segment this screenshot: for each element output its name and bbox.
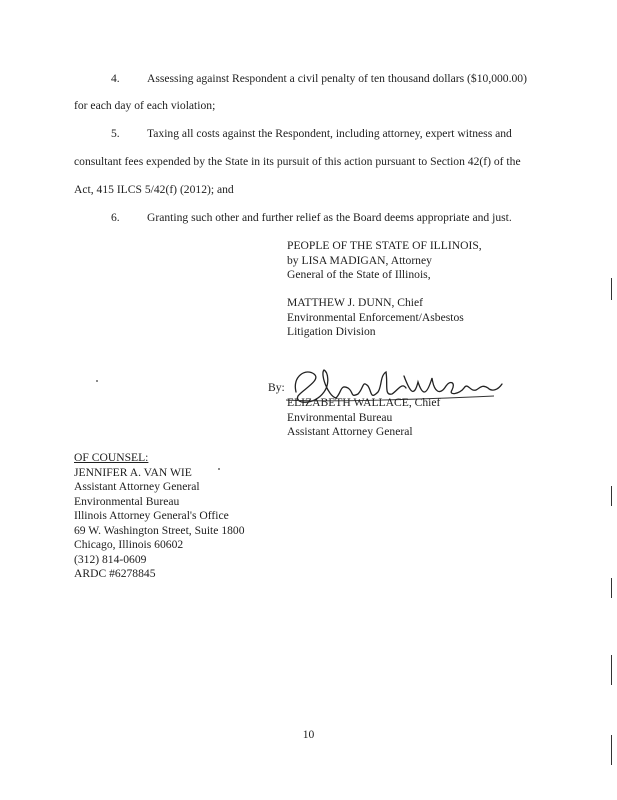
counsel-line: Environmental Bureau (74, 494, 180, 508)
counsel-heading: OF COUNSEL: (74, 451, 149, 464)
scan-dot (96, 380, 98, 382)
item-4-continuation: for each day of each violation; (74, 99, 216, 112)
party-block (287, 239, 482, 283)
chief-name: MATTHEW J. DUNN, Chief (287, 296, 423, 309)
signer-line2: Environmental Bureau (287, 410, 393, 424)
party-general-line: General of the State of Illinois, (287, 268, 431, 281)
counsel-line: Chicago, Illinois 60602 (74, 538, 184, 551)
scan-mark (611, 735, 612, 765)
party-name: PEOPLE OF THE STATE OF ILLINOIS, (287, 239, 482, 252)
counsel-line: JENNIFER A. VAN WIE (74, 465, 192, 479)
signer-name: ELIZABETH WALLACE, Chief (287, 396, 441, 409)
item-5-continuation-1: consultant fees expended by the State in its pursuit of this action pursuant to Section 42(f) of the (74, 155, 521, 168)
item-5-number: 5. (111, 127, 120, 140)
chief-line3: Litigation Division (287, 325, 376, 338)
signer-block (287, 396, 440, 440)
signer-line3: Assistant Attorney General (287, 425, 413, 438)
page-number: 10 (302, 728, 315, 741)
counsel-line: Illinois Attorney General's Office (74, 509, 229, 522)
chief-block (287, 296, 464, 340)
counsel-line: ARDC #6278845 (74, 567, 156, 580)
counsel-line: Assistant Attorney General (74, 480, 200, 493)
counsel-block (74, 451, 245, 582)
item-5-continuation-2: Act, 415 ILCS 5/42(f) (2012); and (74, 183, 234, 196)
scan-dot (218, 468, 220, 470)
scan-mark (611, 278, 612, 300)
party-by-line: by LISA MADIGAN, Attorney (287, 253, 432, 267)
scan-mark (611, 486, 612, 506)
chief-line2: Environmental Enforcement/Asbestos (287, 310, 464, 324)
scan-mark (611, 655, 612, 685)
counsel-line: 69 W. Washington Street, Suite 1800 (74, 523, 245, 537)
item-5-text: Taxing all costs against the Respondent, including attorney, expert witness and (147, 127, 512, 140)
item-6-text: Granting such other and further relief as the Board deems appropriate and just. (147, 211, 512, 224)
item-4-text: Assessing against Respondent a civil penalty of ten thousand dollars ($10,000.00) (147, 72, 527, 85)
counsel-line: (312) 814-0609 (74, 552, 147, 566)
item-4-number: 4. (111, 72, 120, 85)
item-6-number: 6. (111, 211, 120, 224)
scan-mark (611, 578, 612, 598)
by-label: By: (268, 381, 285, 394)
